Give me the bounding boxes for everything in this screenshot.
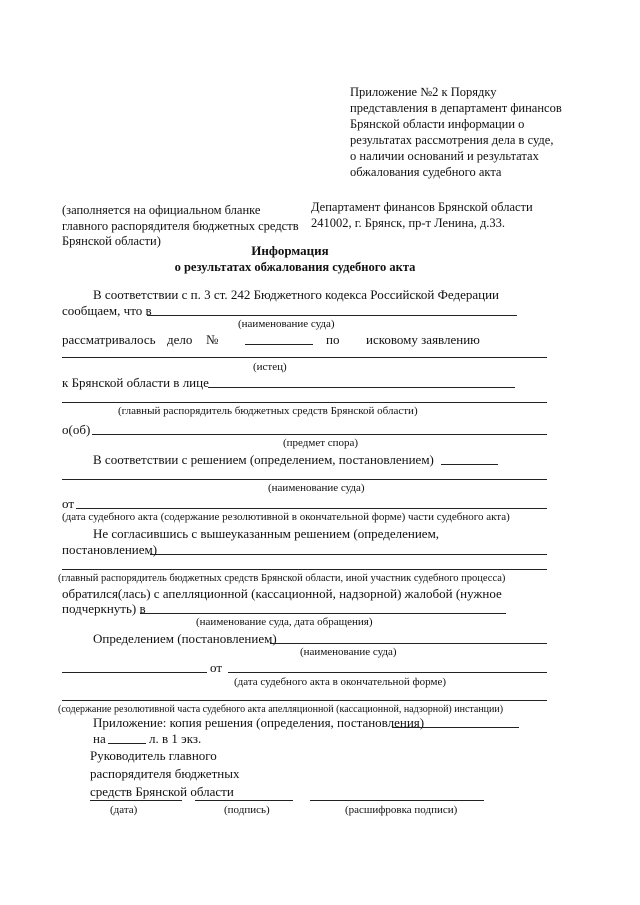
- body-text: рассматривалось: [62, 332, 156, 347]
- caption-court-name: (наименование суда): [238, 318, 335, 330]
- fill-line: [245, 344, 313, 345]
- caption-subject: (предмет спора): [283, 437, 359, 449]
- signer-title: распорядителя бюджетных: [90, 766, 240, 781]
- fill-line: [147, 315, 517, 316]
- fill-line: [392, 727, 519, 728]
- caption-court-name: (наименование суда): [300, 646, 397, 658]
- signature-line: [195, 800, 293, 801]
- fill-line: [92, 434, 547, 435]
- caption-signature: (подпись): [224, 804, 270, 816]
- body-text: дело: [167, 332, 193, 347]
- doc-subtitle: о результатах обжалования судебного акта: [174, 260, 416, 274]
- fill-line: [62, 569, 547, 570]
- caption-court-date: (наименование суда, дата обращения): [196, 616, 373, 628]
- body-text: л. в 1 экз.: [149, 731, 202, 746]
- fill-line: [108, 743, 146, 744]
- signer-title: средств Брянской области: [90, 784, 234, 799]
- body-text: от: [210, 660, 223, 675]
- fill-line: [150, 554, 547, 555]
- body-text: сообщаем, что в: [62, 303, 152, 318]
- signature-line: [90, 800, 182, 801]
- appendix-line: Приложение №2 к Порядку: [350, 85, 497, 99]
- caption-court-name: (наименование суда): [268, 482, 365, 494]
- blank-note-line: главного распорядителя бюджетных средств: [62, 219, 299, 233]
- body-text: Приложение: копия решения (определения, постановления): [93, 715, 425, 730]
- signature-line: [310, 800, 484, 801]
- appendix-line: представления в департамент финансов: [350, 101, 562, 115]
- signer-title: Руководитель главного: [90, 748, 217, 763]
- fill-line: [62, 672, 207, 673]
- body-text: по: [326, 332, 340, 347]
- addressee-line: Департамент финансов Брянской области: [311, 200, 533, 214]
- fill-line: [76, 508, 547, 509]
- fill-line: [228, 672, 547, 673]
- body-text: подчеркнуть) в: [62, 601, 146, 616]
- fill-line: [62, 357, 547, 358]
- body-text: о(об): [62, 422, 91, 437]
- fill-line: [62, 479, 547, 480]
- addressee-line: 241002, г. Брянск, пр-т Ленина, д.33.: [311, 216, 506, 230]
- blank-note-line: Брянской области): [62, 234, 161, 248]
- doc-title: Информация: [251, 243, 329, 258]
- caption-date: (дата): [110, 804, 138, 816]
- body-text: №: [206, 332, 219, 347]
- appendix-line: результатах рассмотрения дела в суде,: [350, 133, 554, 147]
- caption-plaintiff: (истец): [253, 361, 287, 373]
- caption-resolution: (содержание резолютивной часта судебного акта апелляционной (кассационной, надзорной) инстанции): [58, 704, 504, 715]
- blank-note-line: (заполняется на официальном бланке: [62, 203, 261, 217]
- caption-participant: (главный распорядитель бюджетных средств Брянской области, иной участник судебного процесса): [58, 573, 506, 584]
- body-text: постановлением): [62, 542, 158, 557]
- body-text: от: [62, 496, 75, 511]
- body-text: Не согласившись с вышеуказанным решением (определением,: [93, 526, 440, 541]
- body-text: на: [93, 731, 106, 746]
- caption-act-final: (дата судебного акта в окончательной форме): [234, 676, 447, 688]
- body-text: Определением (постановлением): [93, 631, 277, 646]
- appendix-line: Брянской области информации о: [350, 117, 525, 131]
- body-text: к Брянской области в лице: [62, 375, 209, 390]
- fill-line: [140, 613, 506, 614]
- fill-line: [441, 464, 498, 465]
- fill-line: [270, 643, 547, 644]
- body-text: исковому заявлению: [366, 332, 480, 347]
- body-text: обратился(лась) с апелляционной (кассационной, надзорной) жалобой (нужное: [62, 586, 502, 601]
- body-text: В соответствии с п. 3 ст. 242 Бюджетного кодекса Российской Федерации: [93, 287, 500, 302]
- caption-act-date: (дата судебного акта (содержание резолютивной в окончательной форме) части судебного акта): [62, 511, 510, 523]
- fill-line: [62, 700, 547, 701]
- fill-line: [208, 387, 515, 388]
- body-text: В соответствии с решением (определением, постановлением): [93, 452, 434, 467]
- appendix-line: о наличии оснований и результатах: [350, 149, 539, 163]
- appendix-note: [350, 84, 562, 180]
- appendix-line: обжалования судебного акта: [350, 165, 502, 179]
- caption-signature-decode: (расшифровка подписи): [345, 804, 458, 816]
- caption-gr: (главный распорядитель бюджетных средств Брянской области): [118, 405, 418, 417]
- fill-line: [62, 402, 547, 403]
